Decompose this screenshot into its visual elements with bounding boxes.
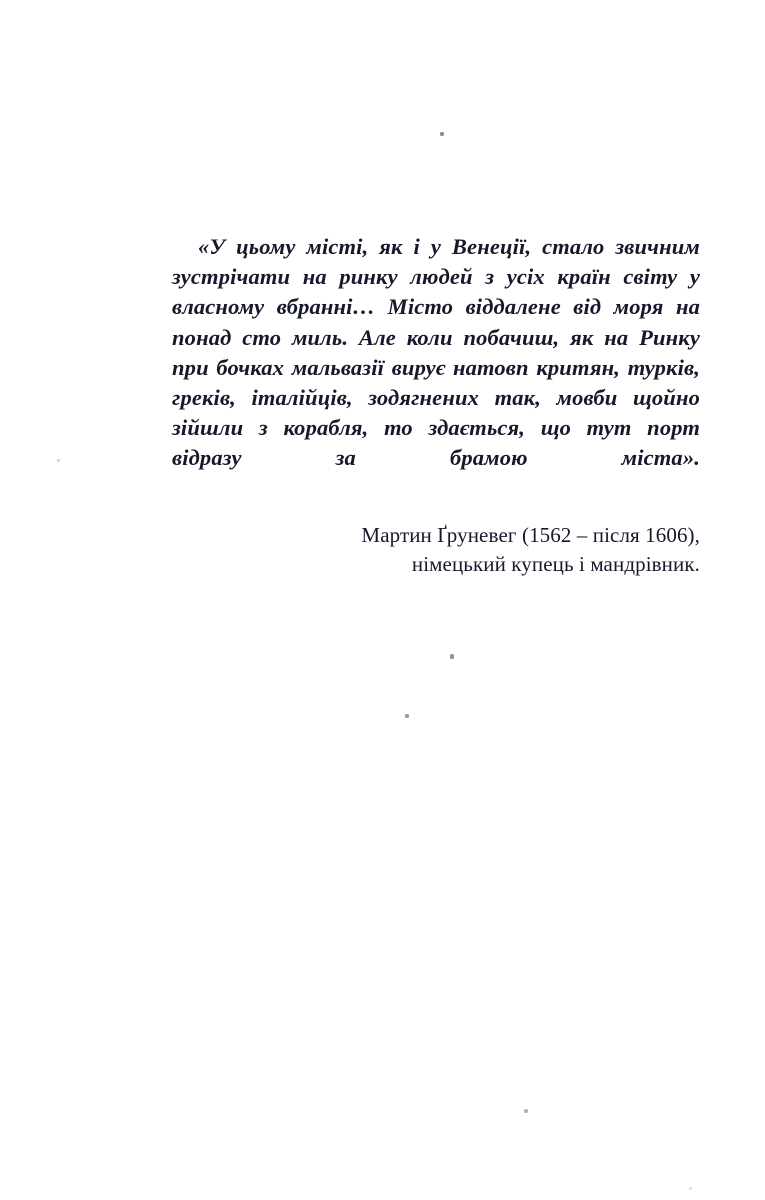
epigraph-attribution <box>172 504 700 579</box>
scan-speck <box>450 654 454 659</box>
scan-speck <box>405 714 409 718</box>
epigraph-block <box>172 232 700 579</box>
scan-speck <box>440 132 444 136</box>
attribution-line-author: Мартин Ґрунeвeг (1562 – після 1606), <box>361 522 700 547</box>
attribution-line-role: німецький купець і мандрівник. <box>411 551 700 576</box>
scan-speck <box>57 459 60 462</box>
scan-speck <box>524 1109 528 1113</box>
scan-speck <box>689 1187 692 1190</box>
epigraph-quote: «У цьому місті, як і у Венеції, стало звичним зустрічати на ринку людей з усіх країн світу у власному вбранні… Місто віддалене від моря на понад сто миль. Але коли побачиш, як на Ринку при бочках мальвазії вирує натовп критян, турків, греків, італійців, зодягнених так, мовби щойно зійшли з корабля, то здається, що тут порт відразу за брамою міста». <box>172 234 700 471</box>
